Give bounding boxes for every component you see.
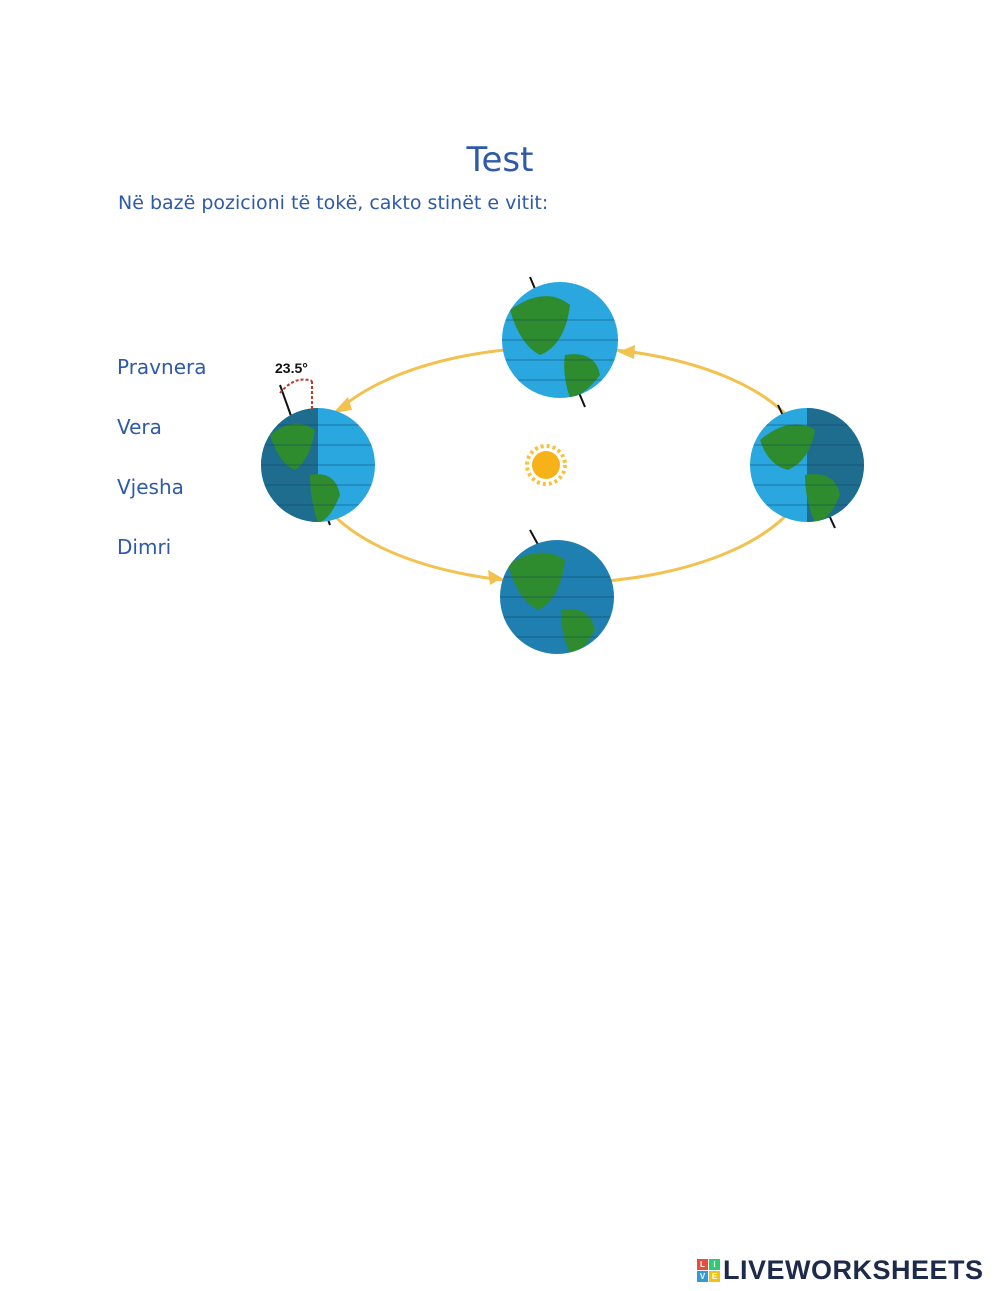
season-label-spring[interactable]: Pravnera [117, 355, 207, 379]
globe-right [750, 405, 864, 528]
tilt-label: 23.5° [275, 360, 308, 376]
logo-letter-v: V [697, 1271, 708, 1282]
logo-letter-i: I [709, 1259, 720, 1270]
season-label-autumn[interactable]: Vjesha [117, 475, 184, 499]
brand-name: LIVEWORKSHEETS [723, 1254, 984, 1285]
globe-left [261, 385, 375, 525]
instruction-text: Në bazë pozicioni të tokë, cakto stinët e vitit: [118, 192, 549, 214]
logo-mark-icon [697, 1259, 720, 1282]
season-label-winter[interactable]: Dimri [117, 535, 172, 559]
earth-orbit-diagram [240, 265, 880, 685]
globe-bottom [500, 530, 614, 654]
footer-logo [697, 1254, 984, 1286]
logo-letter-l: L [697, 1259, 708, 1270]
globe-top [502, 277, 618, 407]
logo-letter-e: E [709, 1271, 720, 1282]
page-title: Test [466, 140, 534, 180]
season-list [117, 352, 206, 592]
season-label-summer[interactable]: Vera [117, 415, 162, 439]
sun-icon [527, 446, 565, 484]
